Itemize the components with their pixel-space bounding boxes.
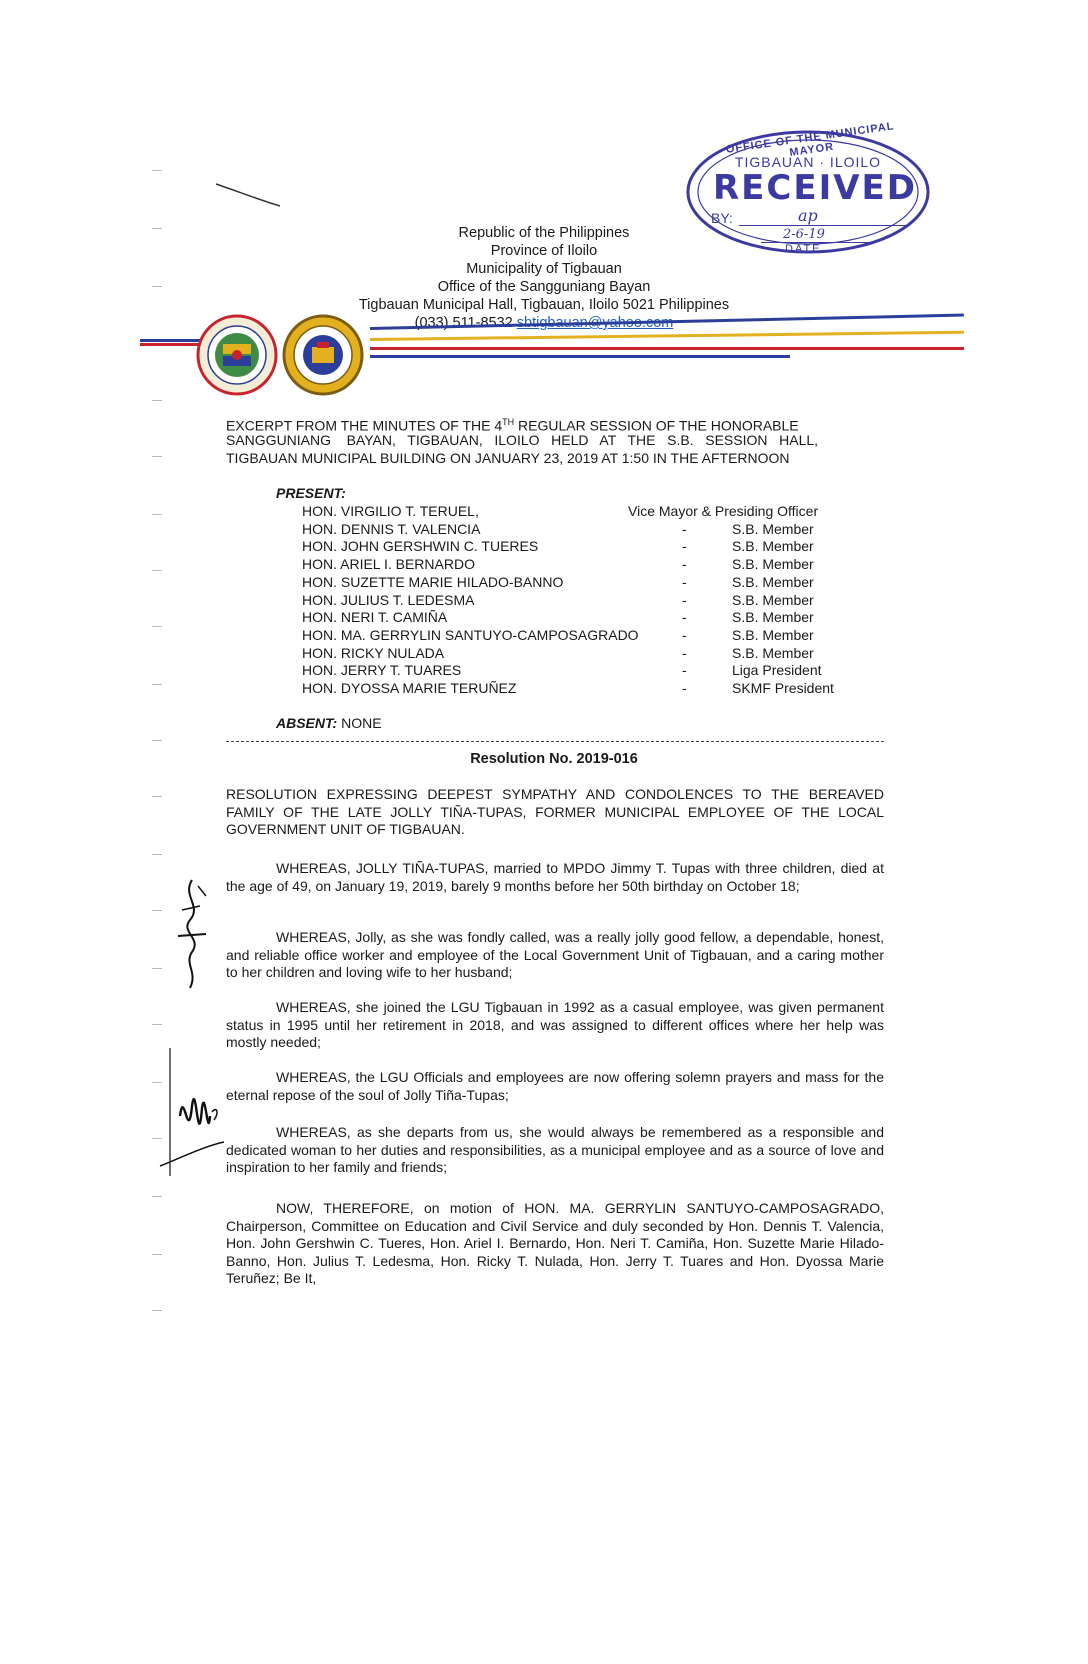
member-dash: - <box>682 520 687 537</box>
excerpt-line-3: TIGBAUAN MUNICIPAL BUILDING ON JANUARY 23, 2019 AT 1:50 IN THE AFTERNOON <box>226 450 790 466</box>
member-position: SKMF President <box>732 680 834 696</box>
header-address: Tigbauan Municipal Hall, Tigbauan, Iloilo 5021 Philippines <box>358 297 730 313</box>
excerpt-line-2: SANGGUNIANG BAYAN, TIGBAUAN, ILOILO HELD AT THE S.B. SESSION HALL, <box>226 432 819 448</box>
now-therefore-clause: NOW, THEREFORE, on motion of HON. MA. GERRYLIN SANTUYO-CAMPOSAGRADO, Chairperson, Committee on Education and Civil Service and duly seconded by Hon. Dennis T. Valencia, Hon. John Gershwin C. Tueres, Hon. Ariel I. Bernardo, Hon. Neri T. Camiña, Hon. Suzette Marie Hilado-Banno, Hon. Julius T. Ledesma, Hon. Ricky T. Nulada, Hon. Jerry T. Tuares and Hon. Dyossa Marie Teruñez; Be It, <box>226 1200 884 1287</box>
member-name: HON. JOHN GERSHWIN C. TUERES <box>302 538 539 555</box>
header-province: Province of Iloilo <box>490 243 598 259</box>
header-phone: (033) 511-8532 <box>414 315 513 331</box>
member-position: Vice Mayor & Presiding Officer <box>628 503 819 519</box>
stamp-location: TIGBAUAN · ILOILO <box>734 154 882 170</box>
member-dash: - <box>682 538 687 555</box>
whereas-clause-5: WHEREAS, as she departs from us, she would always be remembered as a responsible and dedicated woman to her duties and responsibilities, as a municipal employee and as a source of love and inspiration to her family and friends; <box>226 1124 884 1176</box>
member-dash: - <box>682 644 687 661</box>
whereas-clause-4: WHEREAS, the LGU Officials and employees are now offering solemn prayers and mass for the eternal repose of the soul of Jolly Tiña-Tupas; <box>226 1069 884 1103</box>
member-position: S.B. Member <box>732 609 814 626</box>
member-name: HON. JERRY T. TUARES <box>302 662 462 679</box>
header-republic: Republic of the Philippines <box>458 225 630 241</box>
member-dash: - <box>682 680 687 696</box>
member-name: HON. RICKY NULADA <box>302 644 445 661</box>
list-item <box>302 609 862 627</box>
stamp-date-value: 2-6-19 <box>783 227 825 242</box>
header-municipality: Municipality of Tigbauan <box>466 261 622 277</box>
member-dash: - <box>682 609 687 626</box>
stamp-received: RECEIVED <box>713 168 917 208</box>
member-position: S.B. Member <box>732 538 814 555</box>
member-dash: - <box>682 662 687 679</box>
member-name: HON. VIRGILIO T. TERUEL, <box>302 503 479 519</box>
member-dash: - <box>682 626 687 643</box>
resolution-number: Resolution No. 2019-016 <box>470 751 638 767</box>
member-position: S.B. Member <box>732 520 814 537</box>
excerpt-text-cont: REGULAR SESSION OF THE HONORABLE <box>514 417 799 434</box>
list-item <box>302 521 862 539</box>
resolution-title: RESOLUTION EXPRESSING DEEPEST SYMPATHY AND CONDOLENCES TO THE BEREAVED FAMILY OF THE LATE JOLLY TIÑA-TUPAS, FORMER MUNICIPAL EMPLOYEE OF THE LOCAL GOVERNMENT UNIT OF TIGBAUAN. <box>226 786 884 838</box>
member-name: HON. SUZETTE MARIE HILADO-BANNO <box>302 573 564 590</box>
list-item <box>302 574 862 592</box>
whereas-clause-1: WHEREAS, JOLLY TIÑA-TUPAS, married to MPDO Jimmy T. Tupas with three children, died at the age of 49, on January 19, 2019, barely 9 months before her 50th birthday on October 18; <box>226 860 884 894</box>
member-name: HON. DYOSSA MARIE TERUÑEZ <box>302 680 517 696</box>
member-position: S.B. Member <box>732 626 814 643</box>
list-item <box>302 680 862 698</box>
stamp-by-label: BY: <box>711 210 733 226</box>
whereas-clause-2: WHEREAS, Jolly, as she was fondly called, was a really jolly good fellow, a dependable, honest, and reliable office worker and employee of the Local Government Unit of Tigbauan, and a caring mother to her children and loving wife to her husband; <box>226 929 884 981</box>
whereas-clause-3: WHEREAS, she joined the LGU Tigbauan in 1992 as a casual employee, was given permanent status in 1995 until her retirement in 2018, and was assigned to different offices where her help was mostly needed; <box>226 999 884 1051</box>
municipality-seal <box>196 314 278 396</box>
stamp-date-label: DATE <box>785 243 822 255</box>
list-item <box>302 503 862 521</box>
member-name: HON. NERI T. CAMIÑA <box>302 609 448 626</box>
list-item <box>302 662 862 680</box>
member-name: HON. ARIEL I. BERNARDO <box>302 556 475 573</box>
list-item <box>302 645 862 663</box>
excerpt-sup: TH <box>502 417 515 427</box>
list-item <box>302 592 862 610</box>
present-label: PRESENT: <box>276 485 346 501</box>
list-item <box>302 627 862 645</box>
list-item <box>302 556 862 574</box>
excerpt-text: EXCERPT FROM THE MINUTES OF THE 4 <box>226 417 503 434</box>
member-position: S.B. Member <box>732 573 814 590</box>
member-dash: - <box>682 556 687 573</box>
margin-signature-1 <box>172 876 212 996</box>
pen-stroke-mark <box>214 180 284 210</box>
member-dash: - <box>682 573 687 590</box>
sangguniang-bayan-seal <box>282 314 364 396</box>
member-name: HON. DENNIS T. VALENCIA <box>302 520 481 537</box>
dashed-separator <box>226 741 884 742</box>
absent-label: ABSENT: <box>276 715 338 731</box>
absent-value: NONE <box>337 715 382 731</box>
header-office: Office of the Sangguniang Bayan <box>437 279 651 295</box>
member-position: Liga President <box>732 662 822 679</box>
margin-signature-2 <box>150 1046 230 1182</box>
absent-line <box>276 715 382 731</box>
member-name: HON. MA. GERRYLIN SANTUYO-CAMPOSAGRADO <box>302 626 639 643</box>
stamp-by-value: ap <box>798 206 818 225</box>
member-position: S.B. Member <box>732 591 814 608</box>
member-name: HON. JULIUS T. LEDESMA <box>302 591 475 608</box>
member-dash: - <box>682 591 687 608</box>
list-item <box>302 538 862 556</box>
stamp-office: OFFICE OF THE MUNICIPAL MAYOR <box>725 120 896 160</box>
member-position: S.B. Member <box>732 556 814 573</box>
member-position: S.B. Member <box>732 644 814 661</box>
